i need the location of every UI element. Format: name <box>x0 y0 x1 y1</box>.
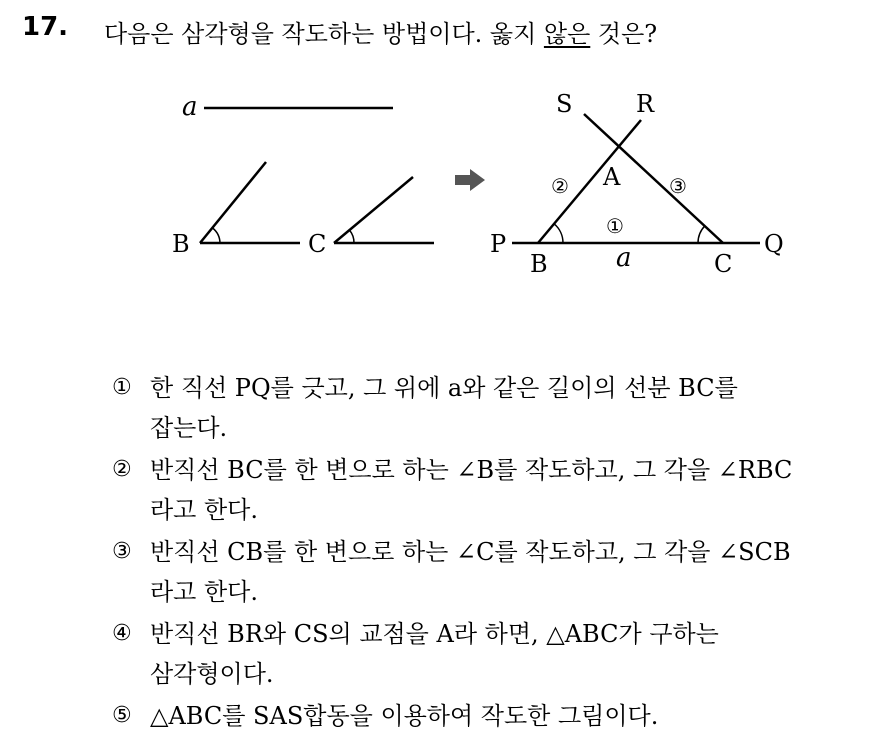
right-arrow-icon <box>455 169 485 191</box>
point-s-label: S <box>556 90 573 118</box>
option-1[interactable] <box>112 368 852 448</box>
question-text-after: 것은? <box>590 20 658 48</box>
option-text-line: △ABC를 SAS합동을 이용하여 작도한 그림이다. <box>150 702 659 730</box>
segment-bc-label: a <box>616 243 632 273</box>
option-text-line: 라고 한다. <box>150 578 258 606</box>
angle-c-arc <box>349 230 354 243</box>
given-angle-b-label: B <box>172 230 190 258</box>
step-two-mark: ② <box>551 174 569 198</box>
option-2[interactable] <box>112 450 852 530</box>
option-text-line: 반직선 CB를 한 변으로 하는 ∠C를 작도하고, 그 각을 ∠SCB <box>150 538 791 566</box>
angle-c-side-ray <box>334 177 413 243</box>
given-angle-c-label: C <box>308 230 327 258</box>
angle-c-arc-constructed <box>698 226 705 243</box>
point-q-label: Q <box>764 230 784 258</box>
point-c-label: C <box>714 250 733 278</box>
segment-a-label: a <box>182 92 198 122</box>
option-marker: ③ <box>112 539 132 564</box>
option-text-line: 잡는다. <box>150 414 228 442</box>
angle-b-arc <box>213 228 220 243</box>
step-three-mark: ③ <box>669 174 687 198</box>
point-p-label: P <box>490 230 507 258</box>
point-a-label: A <box>603 163 621 191</box>
option-marker: ② <box>112 457 132 482</box>
option-3[interactable] <box>112 532 852 612</box>
option-text-line: 라고 한다. <box>150 496 258 524</box>
option-marker: ① <box>112 375 132 400</box>
construction-figure <box>0 0 884 340</box>
step-one-mark: ① <box>606 214 624 238</box>
option-marker: ⑤ <box>112 703 132 728</box>
angle-b-side-ray <box>200 162 266 243</box>
option-text-line: 삼각형이다. <box>150 660 274 688</box>
angle-b-arc-constructed <box>554 224 563 243</box>
point-r-label: R <box>636 90 655 118</box>
option-text-line: 반직선 BR와 CS의 교점을 A라 하면, △ABC가 구하는 <box>150 620 719 648</box>
option-4[interactable] <box>112 614 852 694</box>
option-5[interactable] <box>112 696 852 736</box>
question-number: 17. <box>22 12 69 42</box>
option-text-line: 반직선 BC를 한 변으로 하는 ∠B를 작도하고, 그 각을 ∠RBC <box>150 456 793 484</box>
question-underlined-word: 않은 <box>543 20 591 48</box>
question-text-before: 다음은 삼각형을 작도하는 방법이다. 옳지 <box>104 20 544 48</box>
answer-options <box>112 368 852 738</box>
point-b-label: B <box>530 250 548 278</box>
option-text-line: 한 직선 PQ를 긋고, 그 위에 a와 같은 길이의 선분 BC를 <box>150 374 738 402</box>
option-marker: ④ <box>112 621 132 646</box>
